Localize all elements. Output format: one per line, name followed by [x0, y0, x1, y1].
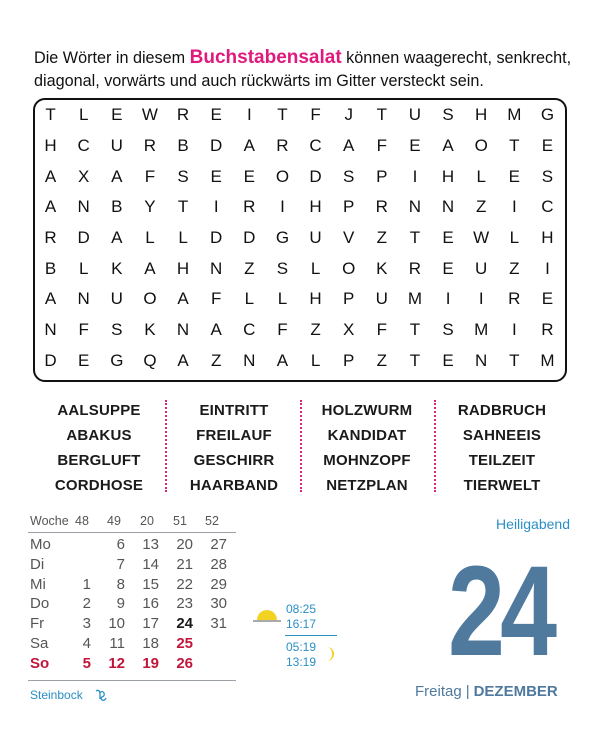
weekday-abbr: Fr [30, 615, 45, 633]
grid-letter: I [511, 197, 517, 217]
weekday-abbr: Do [30, 595, 50, 613]
search-word: HAARBAND [189, 477, 279, 494]
search-word: TIERWELT [463, 477, 541, 494]
grid-letter: W [141, 105, 158, 125]
grid-letter: N [441, 197, 455, 217]
grid-letter: S [343, 166, 355, 186]
word-list [34, 398, 568, 498]
grid-letter: U [475, 258, 488, 278]
grid-letter: G [110, 350, 124, 370]
weekday-month [415, 683, 558, 700]
moon-icon [322, 646, 338, 662]
grid-letter: U [110, 136, 123, 156]
grid-letter: N [77, 197, 90, 217]
grid-letter: K [144, 320, 156, 340]
calendar-date: 3 [82, 615, 91, 633]
grid-letter: E [541, 289, 554, 309]
word-search-grid [34, 100, 564, 376]
grid-letter: P [343, 350, 355, 370]
search-word: HOLZWURM [321, 402, 413, 419]
grid-letter: F [310, 105, 321, 125]
grid-row [34, 131, 564, 162]
calendar-date: 31 [210, 615, 227, 633]
grid-row [34, 161, 564, 192]
grid-letter: B [111, 197, 123, 217]
search-word: CORDHOSE [54, 477, 144, 494]
grid-letter: A [210, 320, 222, 340]
grid-letter: R [243, 197, 256, 217]
calendar-date: 13 [142, 536, 159, 553]
calendar-date: 26 [176, 654, 193, 672]
grid-row [34, 192, 564, 223]
grid-letter: N [475, 350, 488, 370]
grid-letter: I [246, 105, 252, 125]
grid-letter: X [343, 320, 355, 340]
moonset-time: 13:19 [286, 655, 317, 669]
grid-letter: I [478, 289, 484, 309]
calendar-divider [28, 532, 236, 533]
grid-letter: N [44, 320, 57, 340]
grid-letter: R [44, 228, 57, 248]
grid-letter: Z [210, 350, 222, 370]
grid-letter: U [110, 289, 123, 309]
grid-letter: H [309, 197, 322, 217]
grid-letter: A [44, 166, 57, 186]
grid-letter: E [210, 166, 222, 186]
grid-letter: M [540, 350, 555, 370]
grid-letter: L [244, 289, 255, 309]
grid-letter: K [376, 258, 388, 278]
search-word: SAHNEEIS [462, 427, 542, 444]
grid-letter: A [144, 258, 156, 278]
grid-letter: Z [244, 258, 255, 278]
grid-letter: L [310, 258, 321, 278]
grid-letter: L [178, 228, 188, 248]
grid-letter: J [344, 105, 353, 125]
intro-before: Die Wörter in diesem [34, 49, 190, 67]
word-list-divider [165, 400, 167, 492]
grid-letter: G [275, 228, 290, 248]
grid-letter: S [276, 258, 289, 278]
grid-letter: R [408, 258, 422, 278]
grid-letter: A [44, 289, 57, 309]
grid-letter: K [111, 258, 123, 278]
grid-letter: D [77, 228, 90, 248]
grid-letter: Q [143, 350, 157, 370]
grid-letter: R [176, 105, 190, 125]
word-list-divider [434, 400, 436, 492]
search-word: BERGLUFT [57, 452, 141, 469]
week-number: 52 [205, 514, 219, 528]
grid-letter: L [78, 105, 89, 125]
grid-letter: H [309, 289, 322, 309]
grid-letter: A [276, 350, 289, 370]
calendar-date: 23 [176, 595, 193, 613]
calendar-date: 8 [116, 575, 125, 593]
grid-letter: P [343, 289, 355, 309]
grid-letter: O [275, 166, 290, 186]
grid-letter: N [77, 289, 90, 309]
grid-letter: A [177, 350, 189, 370]
week-number: 51 [173, 514, 187, 528]
grid-letter: A [243, 136, 255, 156]
day-number: 24 [448, 540, 553, 683]
search-word: RADBRUCH [457, 402, 547, 419]
calendar-date: 19 [142, 654, 159, 672]
grid-row [34, 223, 564, 254]
calendar-date: 27 [210, 536, 227, 553]
grid-letter: C [77, 136, 90, 156]
grid-letter: S [541, 166, 554, 186]
grid-letter: E [243, 166, 255, 186]
grid-letter: S [111, 320, 123, 340]
search-word: EINTRITT [199, 402, 269, 419]
grid-letter: E [210, 105, 222, 125]
calendar-divider [28, 680, 236, 681]
moonrise-time: 05:19 [286, 640, 317, 654]
weekday-name: Freitag [415, 683, 462, 700]
grid-letter: G [540, 105, 555, 125]
grid-letter: F [144, 166, 156, 186]
grid-letter: F [210, 289, 222, 309]
grid-letter: M [474, 320, 489, 340]
grid-letter: A [44, 197, 57, 217]
grid-letter: R [375, 197, 388, 217]
grid-letter: O [342, 258, 356, 278]
calendar-date: 6 [116, 536, 125, 553]
grid-letter: B [44, 258, 57, 278]
grid-letter: O [143, 289, 157, 309]
grid-row [34, 253, 564, 284]
calendar-date: 22 [176, 575, 193, 593]
grid-letter: N [176, 320, 190, 340]
grid-letter: I [511, 320, 517, 340]
grid-letter: F [277, 320, 288, 340]
calendar-date: 14 [142, 555, 159, 573]
grid-letter: Z [310, 320, 321, 340]
grid-letter: S [177, 166, 189, 186]
intro-after: können waagerecht, senkrecht, diagonal, vorwärts und auch rückwärts im Gitter versteckt sein. [34, 49, 572, 90]
grid-letter: L [277, 289, 288, 309]
grid-letter: A [442, 136, 454, 156]
grid-letter: C [541, 197, 554, 217]
search-word: NETZPLAN [326, 477, 408, 494]
grid-letter: R [541, 320, 554, 340]
search-word: KANDIDAT [327, 427, 407, 444]
grid-letter: A [177, 289, 189, 309]
calendar-date: 5 [82, 654, 91, 672]
grid-letter: I [213, 197, 219, 217]
grid-row [34, 346, 564, 377]
calendar-date: 16 [142, 595, 159, 613]
grid-letter: H [44, 136, 57, 156]
grid-letter: S [442, 320, 454, 340]
calendar-date: 9 [116, 595, 125, 613]
grid-letter: L [145, 228, 155, 248]
zodiac-sign: Steinbock [30, 688, 83, 702]
grid-letter: S [442, 105, 454, 125]
grid-letter: L [310, 350, 321, 370]
grid-letter: E [508, 166, 520, 186]
word-column [437, 398, 567, 498]
grid-letter: H [441, 166, 455, 186]
grid-letter: N [210, 258, 223, 278]
grid-letter: T [376, 105, 387, 125]
grid-letter: H [176, 258, 190, 278]
calendar-date: 2 [82, 595, 91, 613]
grid-letter: E [541, 136, 554, 156]
grid-letter: F [376, 136, 387, 156]
grid-letter: D [210, 228, 223, 248]
grid-letter: B [177, 136, 189, 156]
grid-letter: I [445, 289, 451, 309]
grid-letter: R [276, 136, 289, 156]
grid-letter: Z [376, 350, 387, 370]
grid-letter: L [78, 258, 89, 278]
grid-letter: C [243, 320, 256, 340]
grid-letter: T [409, 228, 421, 248]
grid-letter: E [442, 350, 454, 370]
grid-letter: A [343, 136, 355, 156]
grid-letter: U [375, 289, 388, 309]
grid-letter: A [111, 166, 123, 186]
grid-letter: T [409, 320, 421, 340]
calendar-date: 25 [176, 635, 193, 652]
grid-letter: L [476, 166, 486, 186]
calendar-date: 15 [142, 575, 159, 593]
grid-letter: I [280, 197, 285, 217]
grid-letter: D [309, 166, 322, 186]
instructions-text [34, 46, 579, 93]
calendar-date: 17 [142, 615, 159, 633]
calendar-date: 18 [142, 635, 159, 652]
weekday-abbr: Mo [30, 536, 51, 553]
grid-letter: Y [144, 197, 156, 217]
grid-letter: Z [376, 228, 387, 248]
grid-letter: I [412, 166, 418, 186]
grid-letter: E [442, 228, 454, 248]
grid-letter: P [376, 166, 388, 186]
calendar-date: 11 [109, 635, 125, 652]
week-number: 20 [140, 514, 154, 528]
calendar-date: 12 [108, 654, 125, 672]
grid-letter: F [78, 320, 89, 340]
search-word: ABAKUS [66, 427, 132, 444]
word-column [302, 398, 432, 498]
sunrise-time: 08:25 [286, 602, 317, 616]
grid-row [34, 100, 564, 131]
grid-letter: R [143, 136, 157, 156]
grid-letter: T [177, 197, 189, 217]
search-word: FREILAUF [196, 427, 272, 444]
grid-letter: T [277, 105, 288, 125]
calendar-date: 21 [176, 555, 193, 573]
intro-highlight: Buchstabensalat [189, 47, 342, 68]
calendar-date: 20 [176, 536, 193, 553]
sunset-time: 16:17 [286, 617, 317, 631]
weekday-abbr: Mi [30, 575, 46, 593]
grid-letter: T [509, 136, 520, 156]
grid-letter: E [442, 258, 454, 278]
calendar-date: 1 [82, 575, 91, 593]
grid-letter: U [309, 228, 322, 248]
weekday-abbr: So [30, 654, 50, 672]
week-number: 49 [107, 514, 121, 528]
weekday-abbr: Sa [30, 635, 49, 652]
calendar-date: 24 [176, 615, 193, 633]
grid-letter: N [408, 197, 422, 217]
grid-letter: C [309, 136, 322, 156]
grid-letter: M [507, 105, 522, 125]
sun-moon-divider [285, 635, 337, 636]
grid-letter: R [508, 289, 521, 309]
grid-row [34, 284, 564, 315]
grid-letter: H [475, 105, 488, 125]
word-column [169, 398, 299, 498]
grid-row [34, 315, 564, 346]
capricorn-icon [94, 688, 108, 702]
grid-letter: V [343, 228, 355, 248]
grid-letter: W [473, 228, 490, 248]
grid-letter: U [408, 105, 422, 125]
word-column [34, 398, 164, 498]
weekday-abbr: Di [30, 555, 45, 573]
grid-letter: X [78, 166, 90, 186]
grid-letter: D [243, 228, 256, 248]
week-number: 48 [75, 514, 89, 528]
grid-letter: E [111, 105, 123, 125]
grid-letter: O [474, 136, 488, 156]
grid-letter: A [111, 228, 123, 248]
week-label: Woche [30, 514, 69, 528]
holiday-name: Heiligabend [496, 516, 570, 532]
calendar-date: 28 [210, 555, 227, 573]
grid-letter: Z [475, 197, 487, 217]
grid-letter: T [45, 105, 56, 125]
search-word: TEILZEIT [468, 452, 536, 469]
calendar-date: 4 [82, 635, 91, 652]
grid-letter: T [509, 350, 520, 370]
sun-half-icon [253, 604, 281, 632]
calendar-date: 29 [210, 575, 227, 593]
grid-letter: E [78, 350, 90, 370]
grid-letter: T [409, 350, 421, 370]
calendar-date: 7 [116, 555, 125, 573]
grid-letter: N [243, 350, 256, 370]
grid-letter: M [407, 289, 423, 309]
search-word: GESCHIRR [193, 452, 275, 469]
weekday-separator: | [465, 683, 470, 700]
grid-letter: D [210, 136, 223, 156]
grid-letter: E [409, 136, 421, 156]
grid-letter: I [545, 258, 550, 278]
search-word: MOHNZOPF [323, 452, 411, 469]
search-word: AALSUPPE [57, 402, 141, 419]
calendar-date: 30 [210, 595, 227, 613]
grid-letter: D [44, 350, 57, 370]
calendar-date: 10 [108, 615, 125, 633]
grid-letter: P [343, 197, 355, 217]
grid-letter: F [376, 320, 387, 340]
grid-letter: L [509, 228, 520, 248]
grid-letter: Z [509, 258, 520, 278]
grid-letter: H [541, 228, 554, 248]
month-name: DEZEMBER [473, 683, 558, 700]
